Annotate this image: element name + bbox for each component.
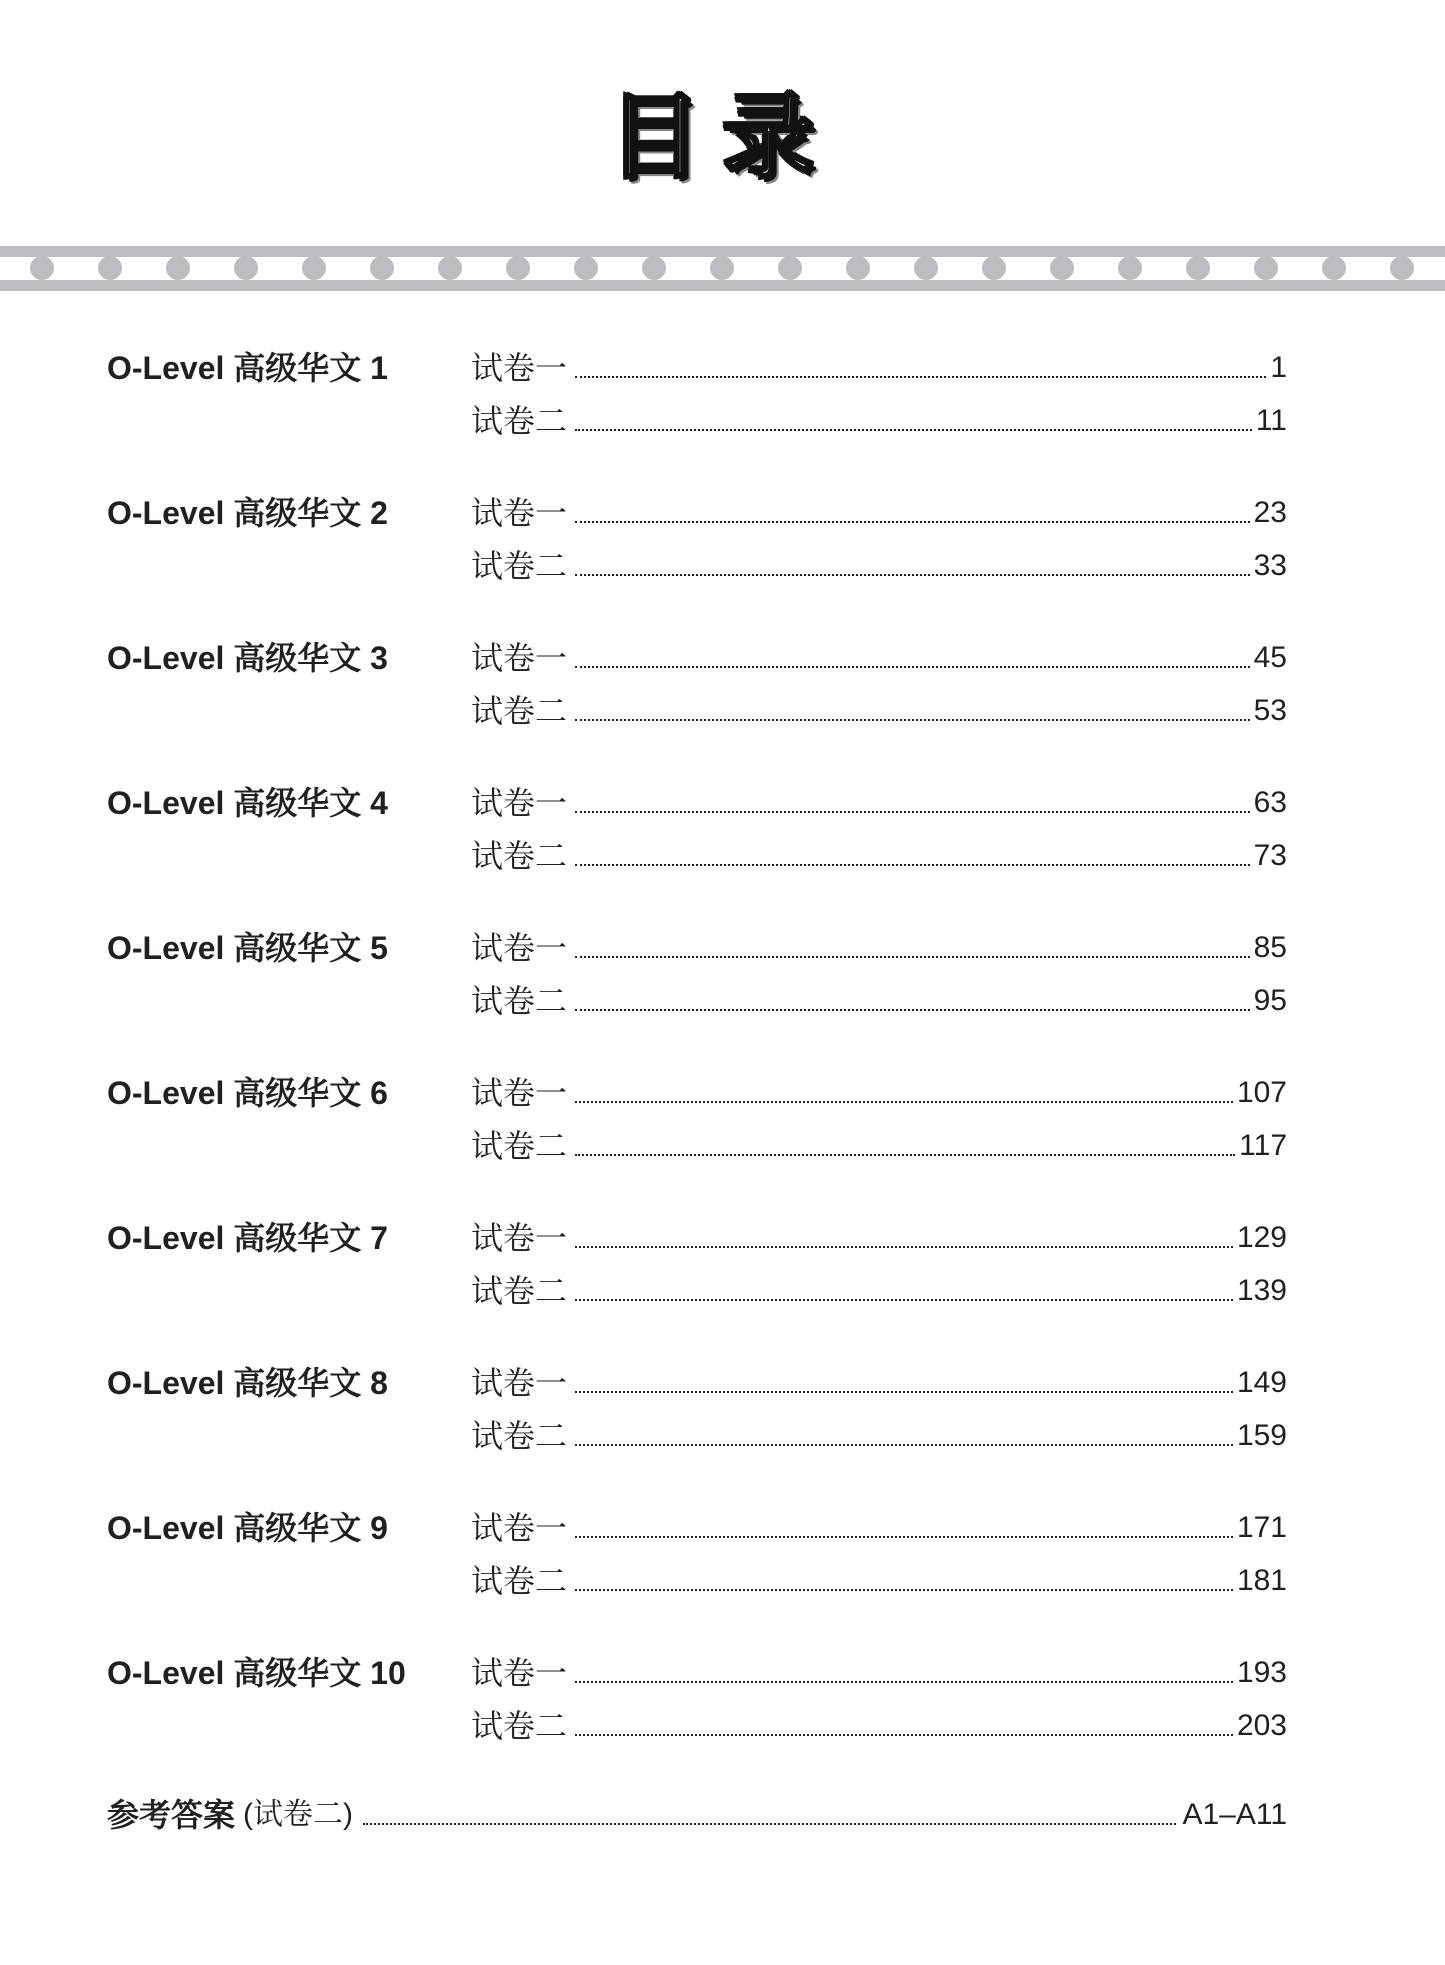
dot-leader bbox=[575, 1734, 1233, 1736]
entry-page-number: 203 bbox=[1236, 1709, 1287, 1742]
answers-label: 参考答案 bbox=[107, 1797, 236, 1833]
entry-name: 试卷二 bbox=[471, 1128, 568, 1164]
dot-leader bbox=[575, 429, 1252, 431]
entry-page-number: 33 bbox=[1253, 549, 1287, 582]
dot-leader bbox=[575, 1681, 1233, 1683]
divider-dot bbox=[1254, 256, 1278, 280]
section-label: O-Level 高级华文 5 bbox=[107, 930, 388, 966]
dot-leader bbox=[575, 719, 1250, 721]
toc-entry[interactable] bbox=[471, 928, 1287, 968]
section-label: O-Level 高级华文 3 bbox=[107, 640, 388, 676]
dot-leader bbox=[575, 1589, 1233, 1591]
toc-entry[interactable] bbox=[471, 981, 1287, 1021]
divider-dot bbox=[1186, 256, 1210, 280]
divider-dot bbox=[1050, 256, 1074, 280]
entry-name: 试卷一 bbox=[471, 495, 568, 531]
toc-group bbox=[0, 348, 1445, 458]
toc-entry[interactable] bbox=[471, 1706, 1287, 1746]
entry-page-number: 139 bbox=[1236, 1274, 1287, 1307]
dot-leader bbox=[575, 1444, 1233, 1446]
entry-name: 试卷二 bbox=[471, 403, 568, 439]
entry-page-number: 117 bbox=[1239, 1129, 1287, 1162]
toc-entry[interactable] bbox=[471, 691, 1287, 731]
toc-entry[interactable] bbox=[471, 836, 1287, 876]
entry-name: 试卷二 bbox=[471, 1418, 568, 1454]
entry-page-number: 63 bbox=[1253, 786, 1287, 819]
divider-dot bbox=[166, 256, 190, 280]
toc-group bbox=[0, 928, 1445, 1038]
dot-leader bbox=[575, 956, 1250, 958]
entry-page-number: 129 bbox=[1236, 1221, 1287, 1254]
entry-page-number: 181 bbox=[1236, 1564, 1287, 1597]
entry-page-number: 45 bbox=[1253, 641, 1287, 674]
entry-page-number: 95 bbox=[1253, 984, 1287, 1017]
divider-dot bbox=[778, 256, 802, 280]
divider-bar-bottom bbox=[0, 280, 1445, 291]
dot-leader bbox=[575, 1101, 1233, 1103]
entry-name: 试卷一 bbox=[471, 1655, 568, 1691]
dot-leader bbox=[575, 811, 1250, 813]
divider-dot bbox=[642, 256, 666, 280]
entry-name: 试卷二 bbox=[471, 548, 568, 584]
entry-name: 试卷一 bbox=[471, 350, 568, 386]
dot-leader bbox=[575, 864, 1250, 866]
toc-entry[interactable] bbox=[471, 638, 1287, 678]
entry-name: 试卷二 bbox=[471, 1563, 568, 1599]
divider-dot bbox=[302, 256, 326, 280]
divider-dot bbox=[98, 256, 122, 280]
answers-note: (试卷二) bbox=[243, 1798, 353, 1831]
entry-name: 试卷二 bbox=[471, 693, 568, 729]
dot-leader bbox=[575, 1299, 1233, 1301]
divider-dot bbox=[370, 256, 394, 280]
dot-leader bbox=[575, 1246, 1233, 1248]
toc-entry[interactable] bbox=[471, 1126, 1287, 1166]
entry-name: 试卷一 bbox=[471, 640, 568, 676]
divider-dot bbox=[506, 256, 530, 280]
entry-page-number: 23 bbox=[1253, 496, 1287, 529]
toc-entry-answers[interactable] bbox=[107, 1795, 1287, 1835]
section-label: O-Level 高级华文 2 bbox=[107, 495, 388, 531]
entry-page-number: 193 bbox=[1236, 1656, 1287, 1689]
section-label: O-Level 高级华文 1 bbox=[107, 350, 388, 386]
entry-page-number: 171 bbox=[1236, 1511, 1287, 1544]
section-label: O-Level 高级华文 9 bbox=[107, 1510, 388, 1546]
toc-entry[interactable] bbox=[471, 493, 1287, 533]
entry-name: 试卷一 bbox=[471, 1365, 568, 1401]
dot-leader bbox=[575, 574, 1250, 576]
entry-name: 试卷一 bbox=[471, 1220, 568, 1256]
toc-entry[interactable] bbox=[471, 1416, 1287, 1456]
toc-group bbox=[0, 1653, 1445, 1763]
section-label: O-Level 高级华文 4 bbox=[107, 785, 388, 821]
dot-leader bbox=[575, 1009, 1250, 1011]
page-title: 目录 bbox=[608, 84, 837, 191]
divider-dot bbox=[30, 256, 54, 280]
toc-group bbox=[0, 783, 1445, 893]
section-label: O-Level 高级华文 8 bbox=[107, 1365, 388, 1401]
entry-page-number: 73 bbox=[1253, 839, 1287, 872]
toc-entry[interactable] bbox=[471, 1508, 1287, 1548]
divider-dot bbox=[1322, 256, 1346, 280]
divider-dot bbox=[982, 256, 1006, 280]
entry-name: 试卷一 bbox=[471, 930, 568, 966]
toc-entry[interactable] bbox=[471, 1073, 1287, 1113]
divider-dot bbox=[574, 256, 598, 280]
toc-group bbox=[0, 1073, 1445, 1183]
toc-group bbox=[0, 1218, 1445, 1328]
dot-leader bbox=[575, 1536, 1233, 1538]
dot-leader bbox=[575, 521, 1250, 523]
entry-name: 试卷二 bbox=[471, 1273, 568, 1309]
dot-leader bbox=[575, 376, 1266, 378]
dot-leader bbox=[575, 1154, 1235, 1156]
entry-page-number: 107 bbox=[1236, 1076, 1287, 1109]
answers-page: A1–A11 bbox=[1182, 1798, 1287, 1831]
toc-group bbox=[0, 1363, 1445, 1473]
dot-leader bbox=[575, 666, 1250, 668]
decorative-divider bbox=[0, 246, 1445, 291]
toc-entry[interactable] bbox=[471, 1561, 1287, 1601]
divider-dot bbox=[846, 256, 870, 280]
toc-entry[interactable] bbox=[471, 546, 1287, 586]
toc-group bbox=[0, 493, 1445, 603]
toc-entry[interactable] bbox=[471, 348, 1287, 388]
dot-leader bbox=[575, 1391, 1233, 1393]
entry-page-number: 149 bbox=[1236, 1366, 1287, 1399]
entry-page-number: 159 bbox=[1236, 1419, 1287, 1452]
toc-entry[interactable] bbox=[471, 401, 1287, 441]
entry-page-number: 53 bbox=[1253, 694, 1287, 727]
divider-dot bbox=[1118, 256, 1142, 280]
entry-name: 试卷二 bbox=[471, 983, 568, 1019]
entry-page-number: 85 bbox=[1253, 931, 1287, 964]
toc-entry[interactable] bbox=[471, 1653, 1287, 1693]
section-label: O-Level 高级华文 6 bbox=[107, 1075, 388, 1111]
toc-entry[interactable] bbox=[471, 783, 1287, 823]
divider-dot bbox=[234, 256, 258, 280]
toc-entry[interactable] bbox=[471, 1271, 1287, 1311]
toc-entry[interactable] bbox=[471, 1218, 1287, 1258]
dot-leader bbox=[363, 1823, 1176, 1825]
divider-dot bbox=[914, 256, 938, 280]
entry-name: 试卷一 bbox=[471, 785, 568, 821]
section-label: O-Level 高级华文 10 bbox=[107, 1655, 406, 1691]
entry-name: 试卷一 bbox=[471, 1075, 568, 1111]
toc-entry[interactable] bbox=[471, 1363, 1287, 1403]
entry-name: 试卷二 bbox=[471, 838, 568, 874]
section-label: O-Level 高级华文 7 bbox=[107, 1220, 388, 1256]
entry-page-number: 1 bbox=[1270, 351, 1287, 384]
divider-dot bbox=[438, 256, 462, 280]
entry-name: 试卷二 bbox=[471, 1708, 568, 1744]
toc-group bbox=[0, 638, 1445, 748]
toc-group bbox=[0, 1508, 1445, 1618]
divider-dot bbox=[710, 256, 734, 280]
entry-page-number: 11 bbox=[1255, 404, 1287, 437]
entry-name: 试卷一 bbox=[471, 1510, 568, 1546]
divider-dot bbox=[1390, 256, 1414, 280]
